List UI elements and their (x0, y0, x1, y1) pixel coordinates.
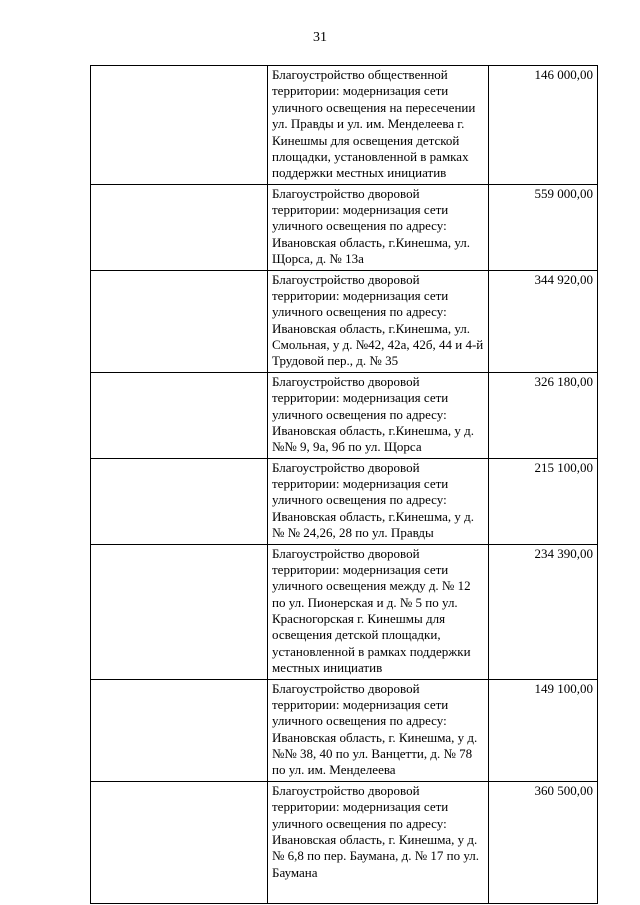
table-row (91, 66, 598, 185)
description-cell: Благоустройство дворовой территории: модернизация сети уличного освещения по адресу: Ивановская область, г.Кинешма, у д. №№ 9, 9а, 9б по ул. Щорса (268, 372, 489, 458)
table-row (91, 781, 598, 903)
table-row (91, 458, 598, 544)
page-number: 31 (313, 30, 327, 45)
table-row (91, 184, 598, 270)
description-cell: Благоустройство общественной территории: модернизация сети уличного освещения на пересечении ул. Правды и ул. им. Менделеева г. Кинешмы для освещения детской площадки, установленной в рамках поддержки местных инициатив (268, 66, 489, 185)
description-cell: Благоустройство дворовой территории: модернизация сети уличного освещения по адресу: Ивановская область, г.Кинешма, ул. Смольная, у д. №42, 42а, 42б, 44 и 4-й Трудовой пер., д. № 35 (268, 270, 489, 372)
amount-cell: 360 500,00 (489, 781, 598, 903)
amount-cell: 215 100,00 (489, 458, 598, 544)
amount-cell: 559 000,00 (489, 184, 598, 270)
description-cell: Благоустройство дворовой территории: модернизация сети уличного освещения по адресу: Ивановская область, г. Кинешма, у д. № 6,8 по пер. Баумана, д. № 17 по ул. Баумана (268, 781, 489, 903)
table-row (91, 372, 598, 458)
description-cell: Благоустройство дворовой территории: модернизация сети уличного освещения между д. № 12 по ул. Пионерская и д. № 5 по ул. Красногорская г. Кинешмы для освещения детской площадки, установленной в рамках поддержки местных инициатив (268, 544, 489, 679)
amount-cell: 326 180,00 (489, 372, 598, 458)
description-cell: Благоустройство дворовой территории: модернизация сети уличного освещения по адресу: Ивановская область, г.Кинешма, ул. Щорса, д. № 13а (268, 184, 489, 270)
budget-table (90, 65, 598, 904)
amount-cell: 344 920,00 (489, 270, 598, 372)
row-label-cell (91, 458, 268, 544)
row-label-cell (91, 184, 268, 270)
description-cell: Благоустройство дворовой территории: модернизация сети уличного освещения по адресу: Ивановская область, г. Кинешма, у д. №№ 38, 40 по ул. Ванцетти, д. № 78 по ул. им. Менделеева (268, 679, 489, 781)
table-row (91, 270, 598, 372)
table-row (91, 679, 598, 781)
amount-cell: 149 100,00 (489, 679, 598, 781)
description-cell: Благоустройство дворовой территории: модернизация сети уличного освещения по адресу: Ивановская область, г.Кинешма, у д. № № 24,26, 28 по ул. Правды (268, 458, 489, 544)
table-row (91, 544, 598, 679)
amount-cell: 146 000,00 (489, 66, 598, 185)
row-label-cell (91, 372, 268, 458)
row-label-cell (91, 544, 268, 679)
row-label-cell (91, 679, 268, 781)
row-label-cell (91, 781, 268, 903)
row-label-cell (91, 270, 268, 372)
amount-cell: 234 390,00 (489, 544, 598, 679)
row-label-cell (91, 66, 268, 185)
